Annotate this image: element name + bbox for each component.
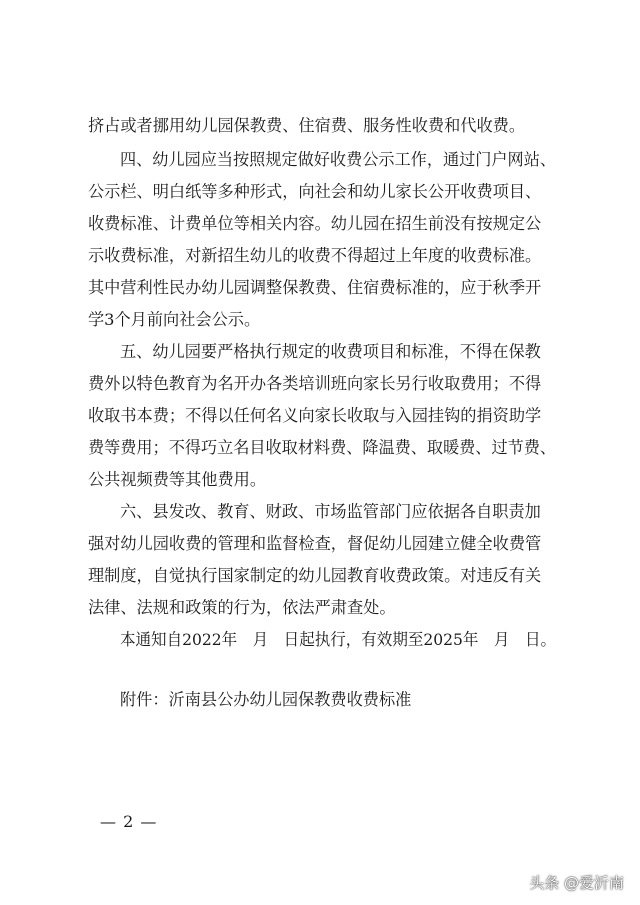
line-text: 收取书本费；不得以任何名义向家长收取与入园挂钩的捐资助学 — [88, 406, 542, 425]
paragraph-line — [0, 176, 640, 208]
attachment-line — [0, 684, 640, 716]
paragraph-line — [0, 208, 640, 240]
watermark-logo: 头条 @爱沂南 — [529, 874, 624, 892]
line-text: 挤占或者挪用幼儿园保教费、住宿费、服务性收费和代收费。 — [88, 116, 526, 135]
paragraph-line — [0, 560, 640, 592]
line-text: 费等费用；不得巧立名目收取材料费、降温费、取暖费、过节费、 — [88, 438, 556, 457]
paragraph-line — [0, 304, 640, 336]
line-text: 六、县发改、教育、财政、市场监管部门应依据各自职责加 — [120, 502, 541, 521]
paragraph-line — [0, 528, 640, 560]
paragraph-line — [0, 400, 640, 432]
line-text: 费外以特色教育为名开办各类培训班向家长另行收取费用；不得 — [88, 374, 542, 393]
page-number: — 2 — — [100, 812, 158, 831]
paragraph-line — [0, 368, 640, 400]
line-text: 其中营利性民办幼儿园调整保教费、住宿费标准的，应于秋季开 — [88, 278, 542, 297]
paragraph-line — [0, 240, 640, 272]
line-text: 本通知自2022年 月 日起执行，有效期至2025年 月 日。 — [120, 630, 556, 649]
paragraph-line — [0, 496, 640, 528]
line-text: 理制度，自觉执行国家制定的幼儿园教育收费政策。对违反有关 — [88, 566, 542, 585]
line-text: 示收费标准，对新招生幼儿的收费不得超过上年度的收费标准。 — [88, 246, 542, 265]
effective-date-line — [0, 624, 640, 656]
line-text: 法律、法规和政策的行为，依法严肃查处。 — [88, 598, 396, 617]
line-text: 四、幼儿园应当按照规定做好收费公示工作，通过门户网站、 — [120, 150, 556, 169]
line-text: 五、幼儿园要严格执行规定的收费项目和标准，不得在保教 — [120, 342, 541, 361]
line-text: 收费标准、计费单位等相关内容。幼儿园在招生前没有按规定公 — [88, 214, 542, 233]
line-text: 强对幼儿园收费的管理和监督检查，督促幼儿园建立健全收费管 — [88, 534, 542, 553]
paragraph-line — [0, 110, 640, 142]
paragraph-line — [0, 464, 640, 496]
paragraph-line — [0, 336, 640, 368]
line-text: 附件：沂南县公办幼儿园保教费收费标准 — [120, 690, 412, 709]
line-text: 公示栏、明白纸等多种形式，向社会和幼儿家长公开收费项目、 — [88, 182, 542, 201]
paragraph-line — [0, 592, 640, 624]
paragraph-line — [0, 272, 640, 304]
line-text: 学3个月前向社会公示。 — [88, 310, 261, 329]
line-text: 公共视频费等其他费用。 — [88, 470, 267, 489]
paragraph-line — [0, 432, 640, 464]
paragraph-line — [0, 144, 640, 176]
